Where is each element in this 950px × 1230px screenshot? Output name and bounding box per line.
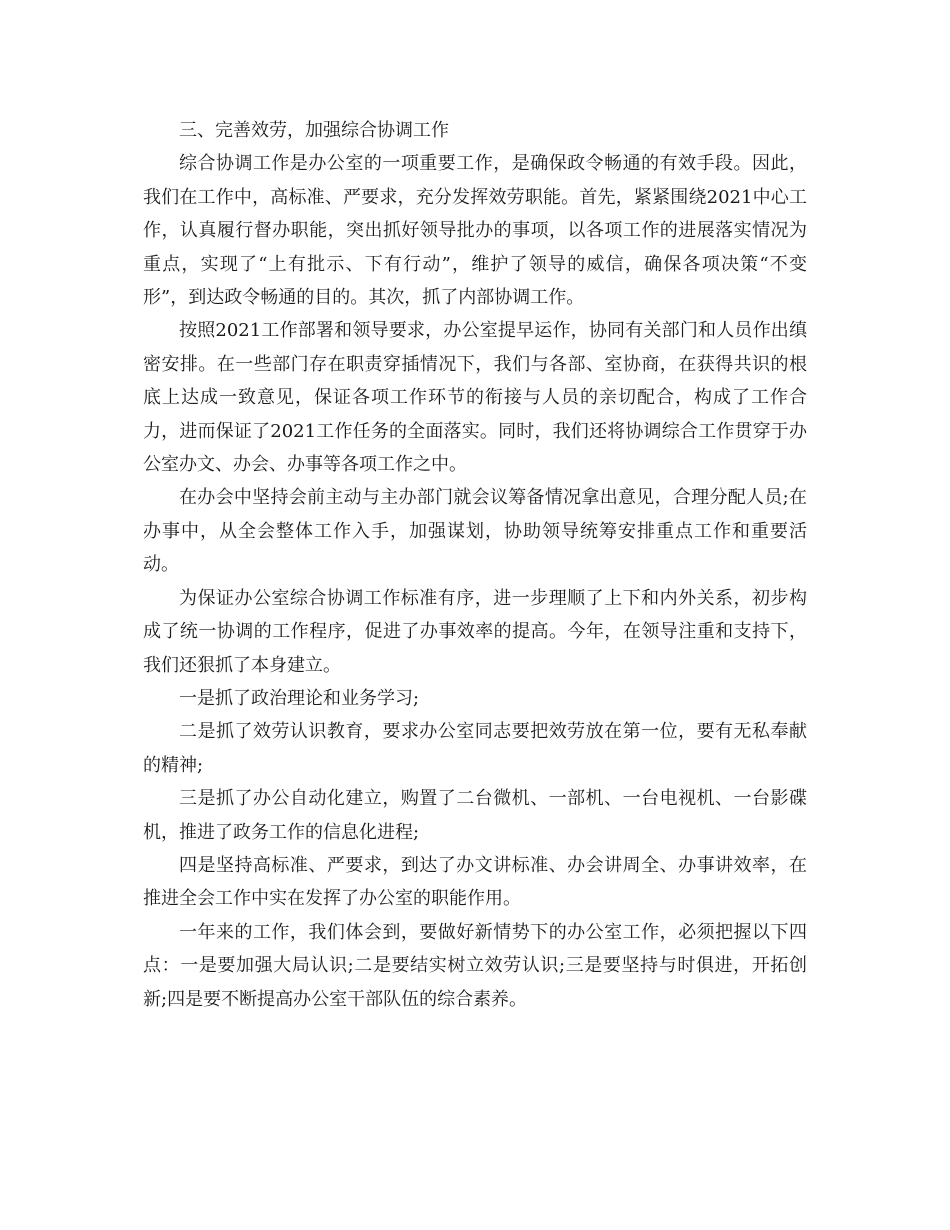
paragraph: 一年来的工作，我们体会到，要做好新情势下的办公室工作，必须把握以下四点：一是要加强大局认识;二是要结实树立效劳认识;三是要坚持与时俱进，开拓创新;四是要不断提高办公室干部队伍的综合素养。 xyxy=(143,921,807,1010)
paragraph: 在办会中坚持会前主动与主办部门就会议筹备情况拿出意见，合理分配人员;在办事中，从全会整体工作入手，加强谋划，协助领导统筹安排重点工作和重要活动。 xyxy=(143,487,807,576)
list-item: 三是抓了办公自动化建立，购置了二台微机、一部机、一台电视机、一台影碟机，推进了政务工作的信息化进程; xyxy=(143,788,807,843)
paragraph: 按照2021工作部署和领导要求，办公室提早运作，协同有关部门和人员作出缜密安排。在一些部门存在职责穿插情况下，我们与各部、室协商，在获得共识的根底上达成一致意见，保证各项工作环节的衔接与人员的亲切配合，构成了工作合力，进而保证了2021工作任务的全面落实。同时，我们还将协调综合工作贯穿于办公室办文、办会、办事等各项工作之中。 xyxy=(143,320,807,476)
list-item: 二是抓了效劳认识教育，要求办公室同志要把效劳放在第一位，要有无私奉献的精神; xyxy=(143,721,807,776)
list-item: 一是抓了政治理论和业务学习; xyxy=(179,687,420,709)
paragraph: 为保证办公室综合协调工作标准有序，进一步理顺了上下和内外关系，初步构成了统一协调的工作程序，促进了办事效率的提高。今年，在领导注重和支持下，我们还狠抓了本身建立。 xyxy=(143,587,807,676)
list-item: 四是坚持高标准、严要求，到达了办文讲标准、办会讲周全、办事讲效率，在推进全会工作中实在发挥了办公室的职能作用。 xyxy=(143,854,807,910)
document-body xyxy=(143,114,807,1016)
section-heading: 三、完善效劳，加强综合协调工作 xyxy=(179,120,449,141)
paragraph: 综合协调工作是办公室的一项重要工作，是确保政令畅通的有效手段。因此，我们在工作中，高标准、严要求，充分发挥效劳职能。首先，紧紧围绕2021中心工作，认真履行督办职能，突出抓好领导批办的事项，以各项工作的进展落实情况为重点，实现了“上有批示、下有行动”，维护了领导的威信，确保各项决策“不变形”，到达政令畅通的目的。其次，抓了内部协调工作。 xyxy=(143,153,807,309)
